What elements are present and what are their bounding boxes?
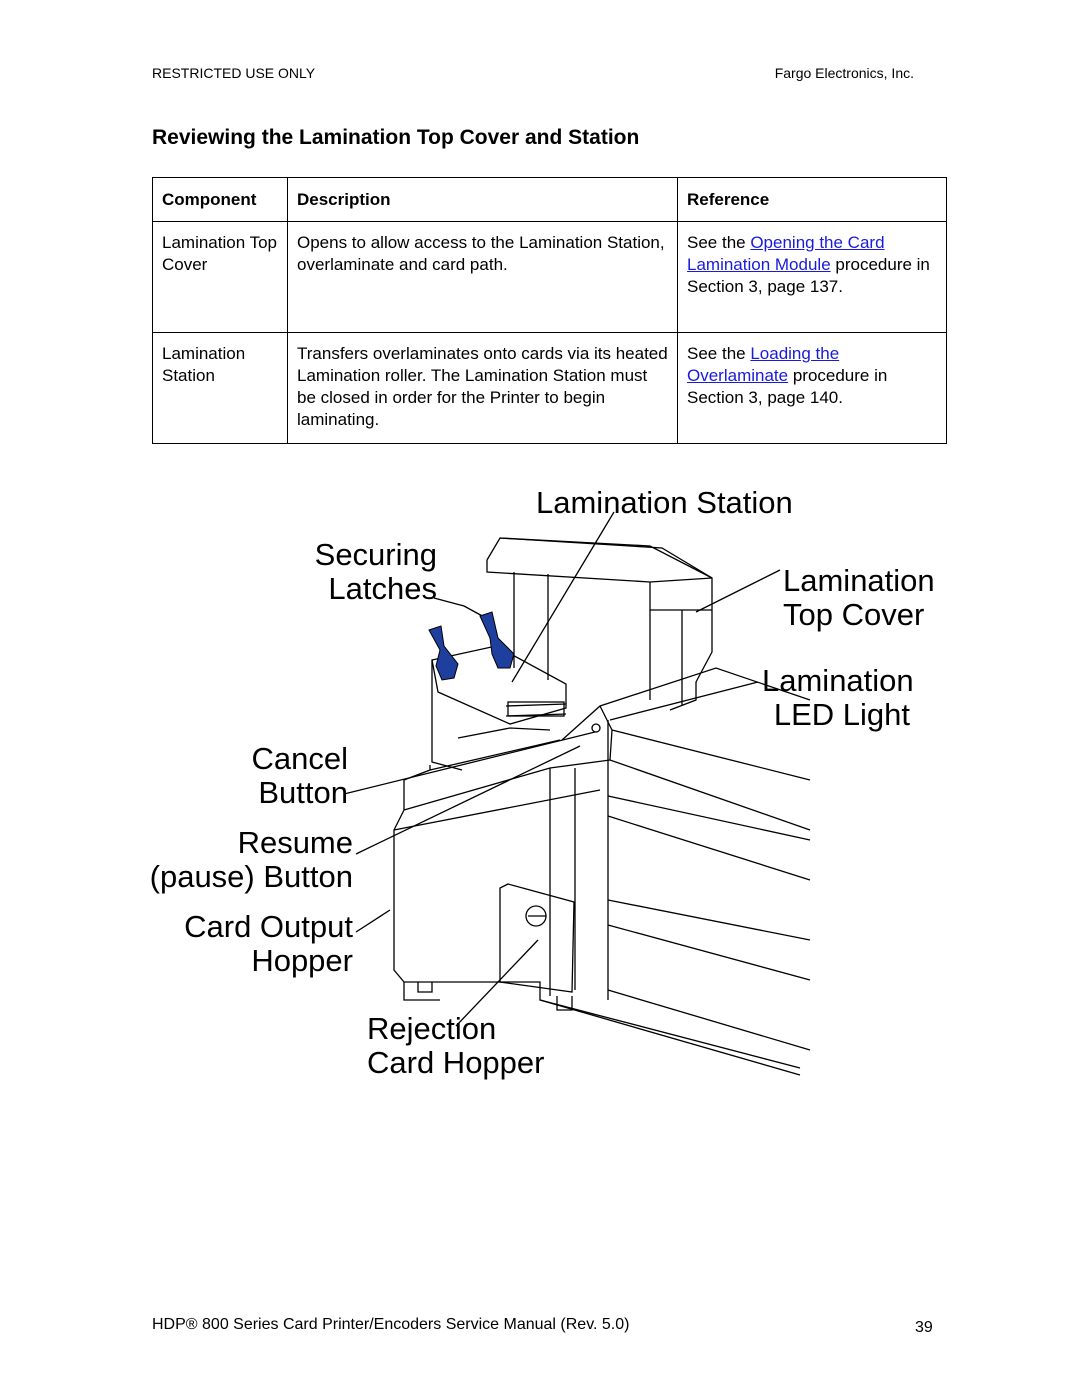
label-top-cover-2: Top Cover [783, 597, 925, 632]
label-rejection: Rejection [367, 1011, 497, 1046]
footer-manual-title: HDP® 800 Series Card Printer/Encoders Service Manual (Rev. 5.0) [152, 1316, 630, 1333]
label-card-hopper: Card Hopper [367, 1045, 545, 1080]
label-card-output: Card Output [184, 909, 353, 944]
table-header-row [153, 178, 947, 222]
table-row [153, 222, 947, 333]
label-pause-button: (pause) Button [149, 859, 353, 894]
ref-text: See the [687, 344, 751, 363]
header-restricted: RESTRICTED USE ONLY [152, 65, 316, 81]
table-row [153, 333, 947, 444]
page-number: 39 [915, 1319, 933, 1336]
label-led-2: LED Light [773, 697, 910, 732]
col-header-component: Component [153, 178, 288, 222]
ref-text: procedure in Section 3, page 137. [687, 255, 930, 296]
header-company: Fargo Electronics, Inc. [774, 65, 914, 81]
section-title: Reviewing the Lamination Top Cover and Station [152, 126, 640, 149]
cell-component: Lamination Station [153, 333, 288, 444]
label-cancel-button: Button [258, 775, 348, 810]
col-header-reference: Reference [678, 178, 947, 222]
latch-right [480, 612, 514, 668]
label-hopper: Hopper [251, 943, 353, 978]
cell-component: Lamination Top Cover [153, 222, 288, 333]
label-led-1: Lamination [762, 663, 914, 698]
ref-link[interactable]: Opening the Card Lamination Module [687, 233, 885, 274]
cell-description: Opens to allow access to the Lamination Station, overlaminate and card path. [288, 222, 678, 333]
label-cancel: Cancel [251, 741, 348, 776]
cell-reference [678, 222, 947, 333]
label-securing: Securing [314, 537, 437, 572]
label-lamination-station: Lamination Station [536, 485, 793, 520]
ref-text: procedure in Section 3, page 140. [687, 366, 888, 407]
col-header-description: Description [288, 178, 678, 222]
label-resume: Resume [237, 825, 353, 860]
printer-diagram [0, 470, 1080, 1110]
ref-link[interactable]: Loading the Overlaminate [687, 344, 840, 385]
cell-reference [678, 333, 947, 444]
latch-left [429, 626, 458, 680]
cell-description: Transfers overlaminates onto cards via its heated Lamination roller. The Lamination Station must be closed in order for the Printer to begin laminating. [288, 333, 678, 444]
label-top-cover-1: Lamination [783, 563, 935, 598]
ref-text: See the [687, 233, 751, 252]
label-latches: Latches [328, 571, 437, 606]
component-table [152, 177, 947, 444]
